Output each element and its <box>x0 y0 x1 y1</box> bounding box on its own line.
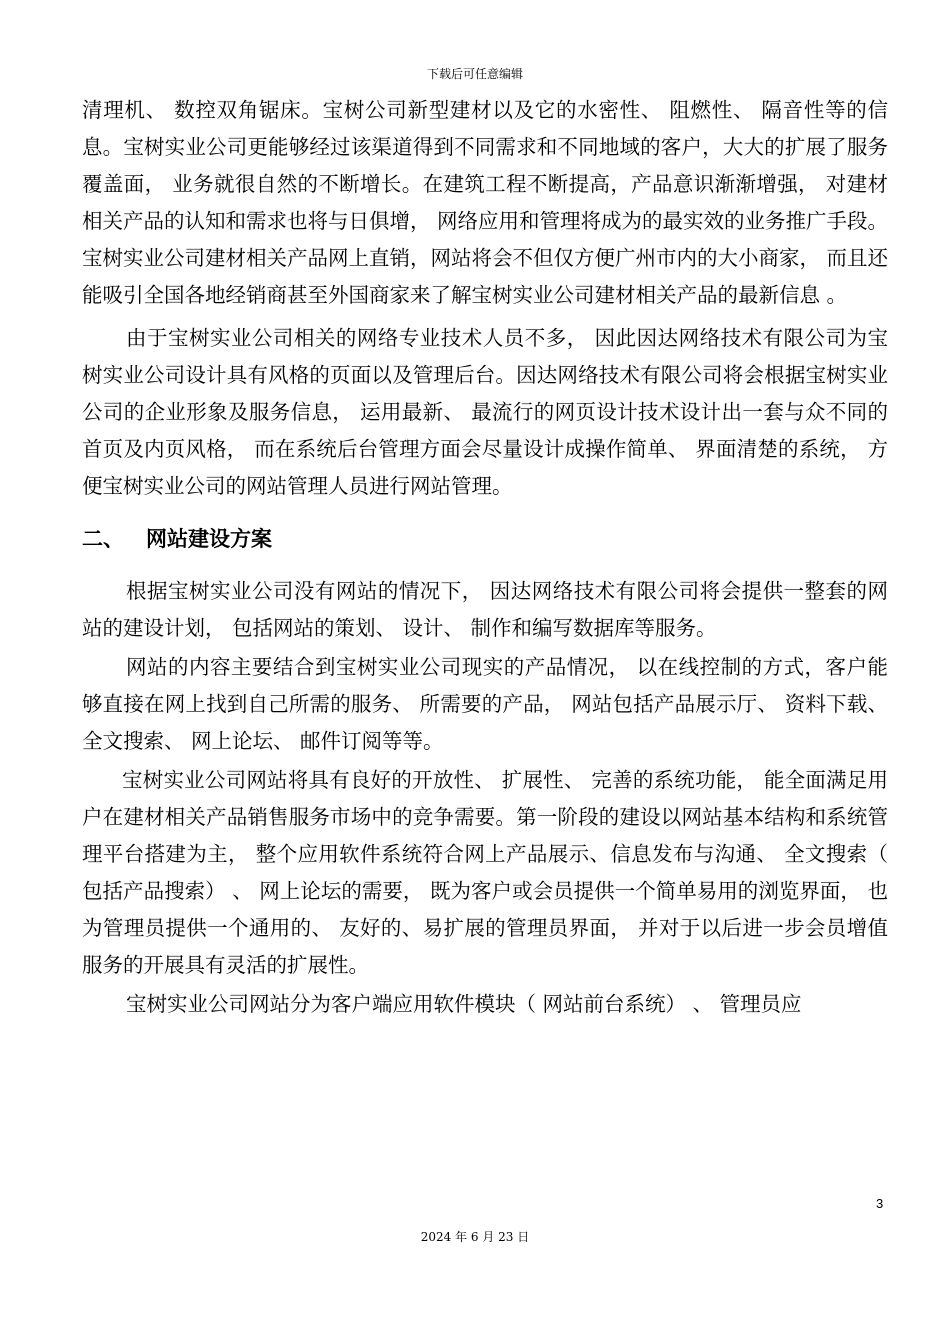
paragraph-site-features: 宝树实业公司网站将具有良好的开放性、 扩展性、 完善的系统功能， 能全面满足用户在建材相关产品销售服务市场中的竞争需要。第一阶段的建设以网站基本结构和系统管理平台搭建为主， 整个应用软件系统符合网上产品展示、信息发布与沟通、 全文搜索（ 包括产品搜索） 、 网上论坛的需要， 既为客户或会员提供一个简单易用的浏览界面， 也为管理员提供一个通用的、 友好的、易扩展的管理员界面， 并对于以后进一步会员增值服务的开展具有灵活的扩展性。 <box>82 768 888 977</box>
paragraph-continued: 清理机、 数控双角锯床。宝树公司新型建材以及它的水密性、 阻燃性、 隔音性等的信息。宝树实业公司更能够经过该渠道得到不同需求和不同地域的客户，大大的扩展了服务覆盖面， 业务就很自然的不断增长。在建筑工程不断提高，产品意识渐渐增强， 对建材相关产品的认知和需求也将与日俱增， 网络应用和管理将成为的最实效的业务推广手段。宝树实业公司建材相关产品网上直销，网站将会不但仅方便广州市内的大小商家， 而且还能吸引全国各地经销商甚至外国商家来了解宝树实业公司建材相关产品的最新信息 。 <box>82 98 889 307</box>
section-heading <box>82 519 888 559</box>
paragraph-technical-staff: 由于宝树实业公司相关的网络专业技术人员不多， 因此因达网络技术有限公司为宝树实业公司设计具有风格的页面以及管理后台。因达网络技术有限公司将会根据宝树实业公司的企业形象及服务信息， 运用最新、 最流行的网页设计技术设计出一套与众不同的首页及内页风格， 而在系统后台管理方面会尽量设计成操作简单、 界面清楚的系统， 方便宝树实业公司的网站管理人员进行网站管理。 <box>82 326 888 498</box>
page-header-note: 下载后可任意编辑 <box>426 67 523 81</box>
paragraph-site-modules: 宝树实业公司网站分为客户端应用软件模块（ 网站前台系统） 、 管理员应 <box>126 992 802 1016</box>
paragraph-site-content: 网站的内容主要结合到宝树实业公司现实的产品情况， 以在线控制的方式，客户能够直接在网上找到自己所需的服务、 所需要的产品， 网站包括产品展示厅、 资料下载、 全文搜索、 网上论坛、 邮件订阅等等。 <box>82 655 888 753</box>
document-body <box>82 92 888 1023</box>
paragraph-construction-plan: 根据宝树实业公司没有网站的情况下， 因达网络技术有限公司将会提供一整套的网站的建设计划， 包括网站的策划、 设计、 制作和编写数据库等服务。 <box>82 579 888 640</box>
page-number: 3 <box>876 1196 884 1211</box>
section-number: 二、 <box>82 527 124 551</box>
footer-date: 2024 年 6 月 23 日 <box>420 1230 530 1244</box>
section-title: 网站建设方案 <box>146 527 272 551</box>
